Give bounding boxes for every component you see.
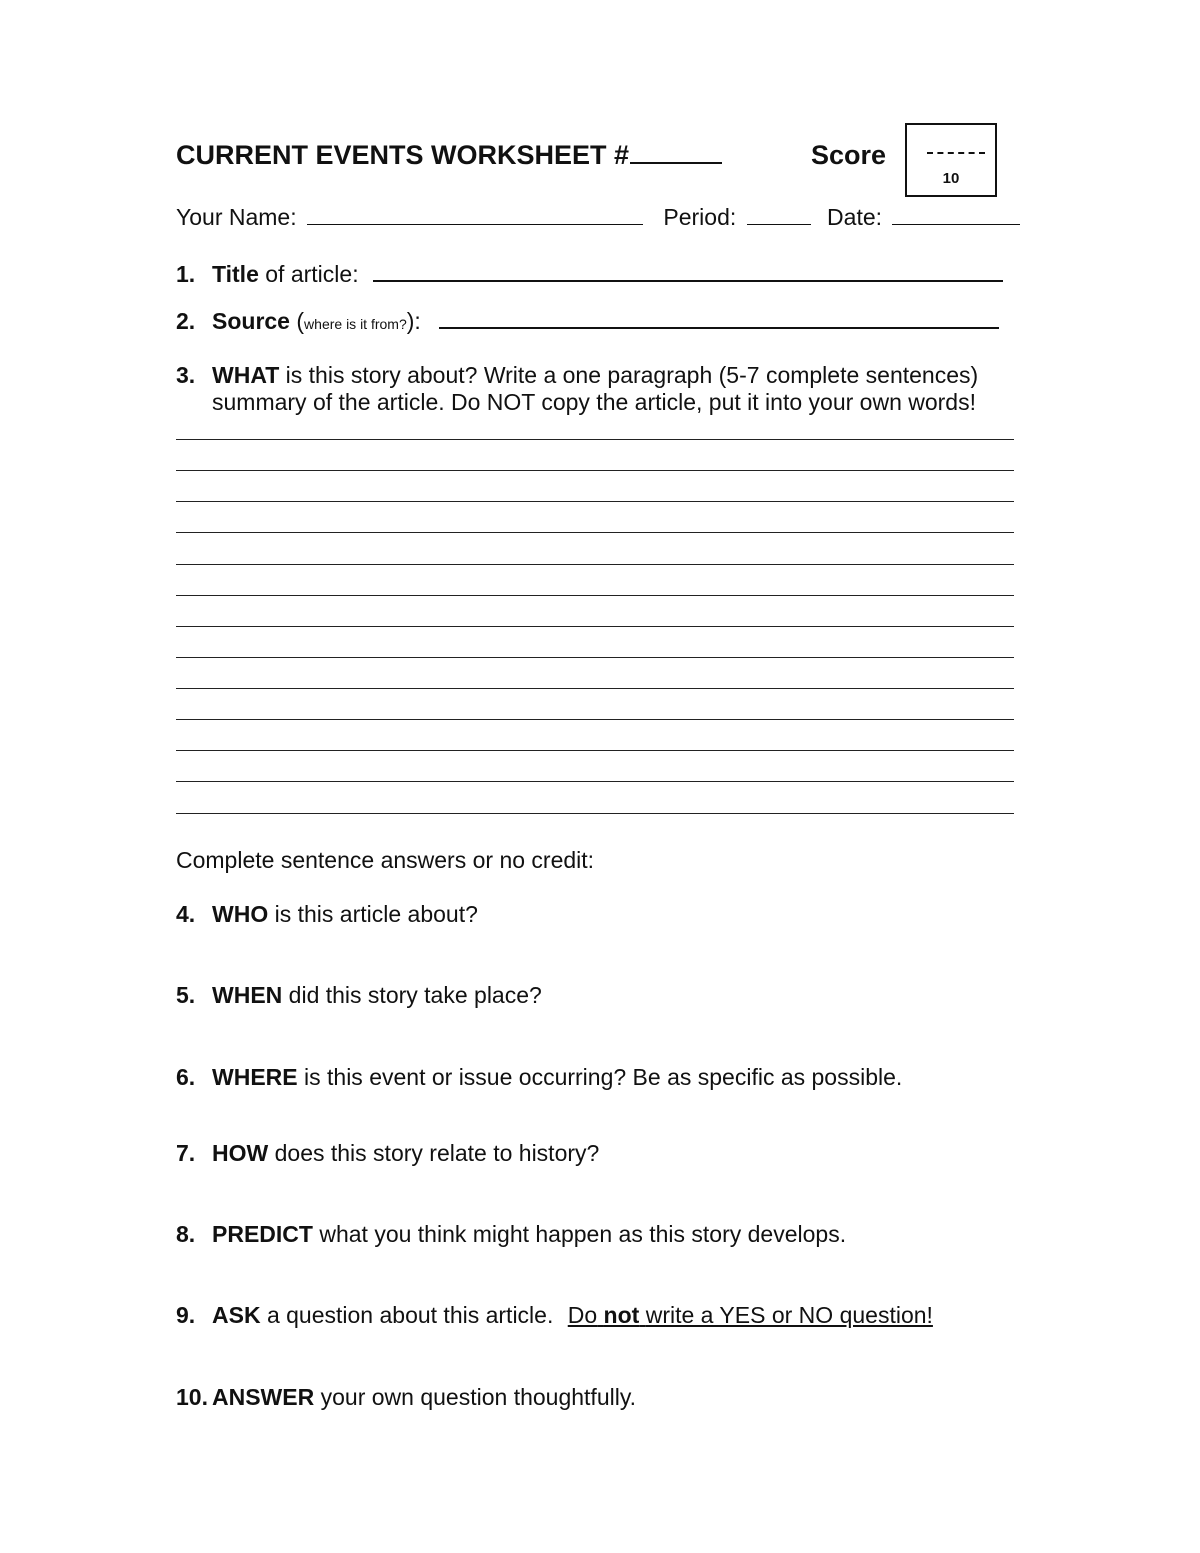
writing-line[interactable] [176,750,1014,751]
paren-close: ): [406,308,421,334]
question-2 [176,307,999,335]
writing-line[interactable] [176,719,1014,720]
score-dashed-line [927,152,985,154]
question-keyword: WHAT [212,362,280,388]
writing-line[interactable] [176,532,1014,533]
source-field[interactable] [439,307,999,329]
writing-line[interactable] [176,439,1014,440]
question-keyword: PREDICT [212,1221,313,1247]
question-3 [176,362,978,389]
score-label: Score [811,140,887,170]
question-warning [568,1302,933,1328]
question-7 [176,1140,599,1167]
date-field[interactable] [892,204,1020,225]
warning-part-2: write a YES or NO question! [645,1302,933,1328]
writing-line[interactable] [176,813,1014,814]
writing-line[interactable] [176,470,1014,471]
question-number: 8. [176,1221,196,1247]
writing-line[interactable] [176,564,1014,565]
question-text: a question about this article. [266,1302,554,1328]
question-text: is this event or issue occurring? Be as specific as possible. [304,1064,903,1090]
date-label: Date: [827,204,883,230]
question-number: 9. [176,1302,196,1328]
question-keyword: WHEN [212,982,283,1008]
question-text: does this story relate to history? [274,1140,600,1166]
writing-line[interactable] [176,781,1014,782]
question-8 [176,1221,846,1248]
instruction-text: Complete sentence answers or no credit: [176,847,595,873]
question-4 [176,901,478,928]
question-text: what you think might happen as this story develops. [319,1221,847,1247]
question-10 [176,1384,636,1411]
name-field[interactable] [307,204,643,225]
question-text: did this story take place? [288,982,542,1008]
question-number: 4. [176,901,196,927]
question-keyword: WHO [212,901,269,927]
writing-line[interactable] [176,657,1014,658]
warning-part-1: Do [567,1302,598,1328]
warning-emphasis: not [603,1302,640,1328]
question-number: 2. [176,308,196,334]
question-keyword: ANSWER [212,1384,315,1410]
question-1 [176,260,1003,288]
question-number: 10. [176,1384,208,1410]
writing-line[interactable] [176,626,1014,627]
question-3-line2: summary of the article. Do NOT copy the article, put it into your own words! [212,389,976,415]
score-max: 10 [942,170,960,187]
question-text: of article: [265,261,359,287]
question-9 [176,1302,933,1329]
question-keyword: Title [212,261,259,287]
question-text: is this article about? [274,901,478,927]
question-text: your own question thoughtfully. [320,1384,637,1410]
title-field[interactable] [373,260,1003,282]
writing-line[interactable] [176,688,1014,689]
score-box[interactable] [905,123,997,197]
question-keyword: ASK [212,1302,261,1328]
question-number: 1. [176,261,196,287]
question-keyword: WHERE [212,1064,298,1090]
writing-line[interactable] [176,501,1014,502]
name-row [176,204,1020,231]
question-number: 5. [176,982,196,1008]
paren-open: ( [296,308,305,334]
question-number: 3. [176,362,196,388]
worksheet-title [176,140,722,171]
period-field[interactable] [747,204,811,225]
worksheet-title-text: CURRENT EVENTS WORKSHEET # [176,140,630,170]
period-label: Period: [663,204,737,230]
question-hint: where is it from? [304,316,407,332]
question-number: 7. [176,1140,196,1166]
question-keyword: HOW [212,1140,269,1166]
writing-line[interactable] [176,595,1014,596]
question-5 [176,982,542,1009]
question-text-line1: is this story about? Write a one paragraph (5-7 complete sentences) [285,362,979,388]
name-label: Your Name: [176,204,297,230]
question-number: 6. [176,1064,196,1090]
question-6 [176,1064,902,1091]
question-keyword: Source [212,308,290,334]
worksheet-number-blank[interactable] [630,140,722,164]
